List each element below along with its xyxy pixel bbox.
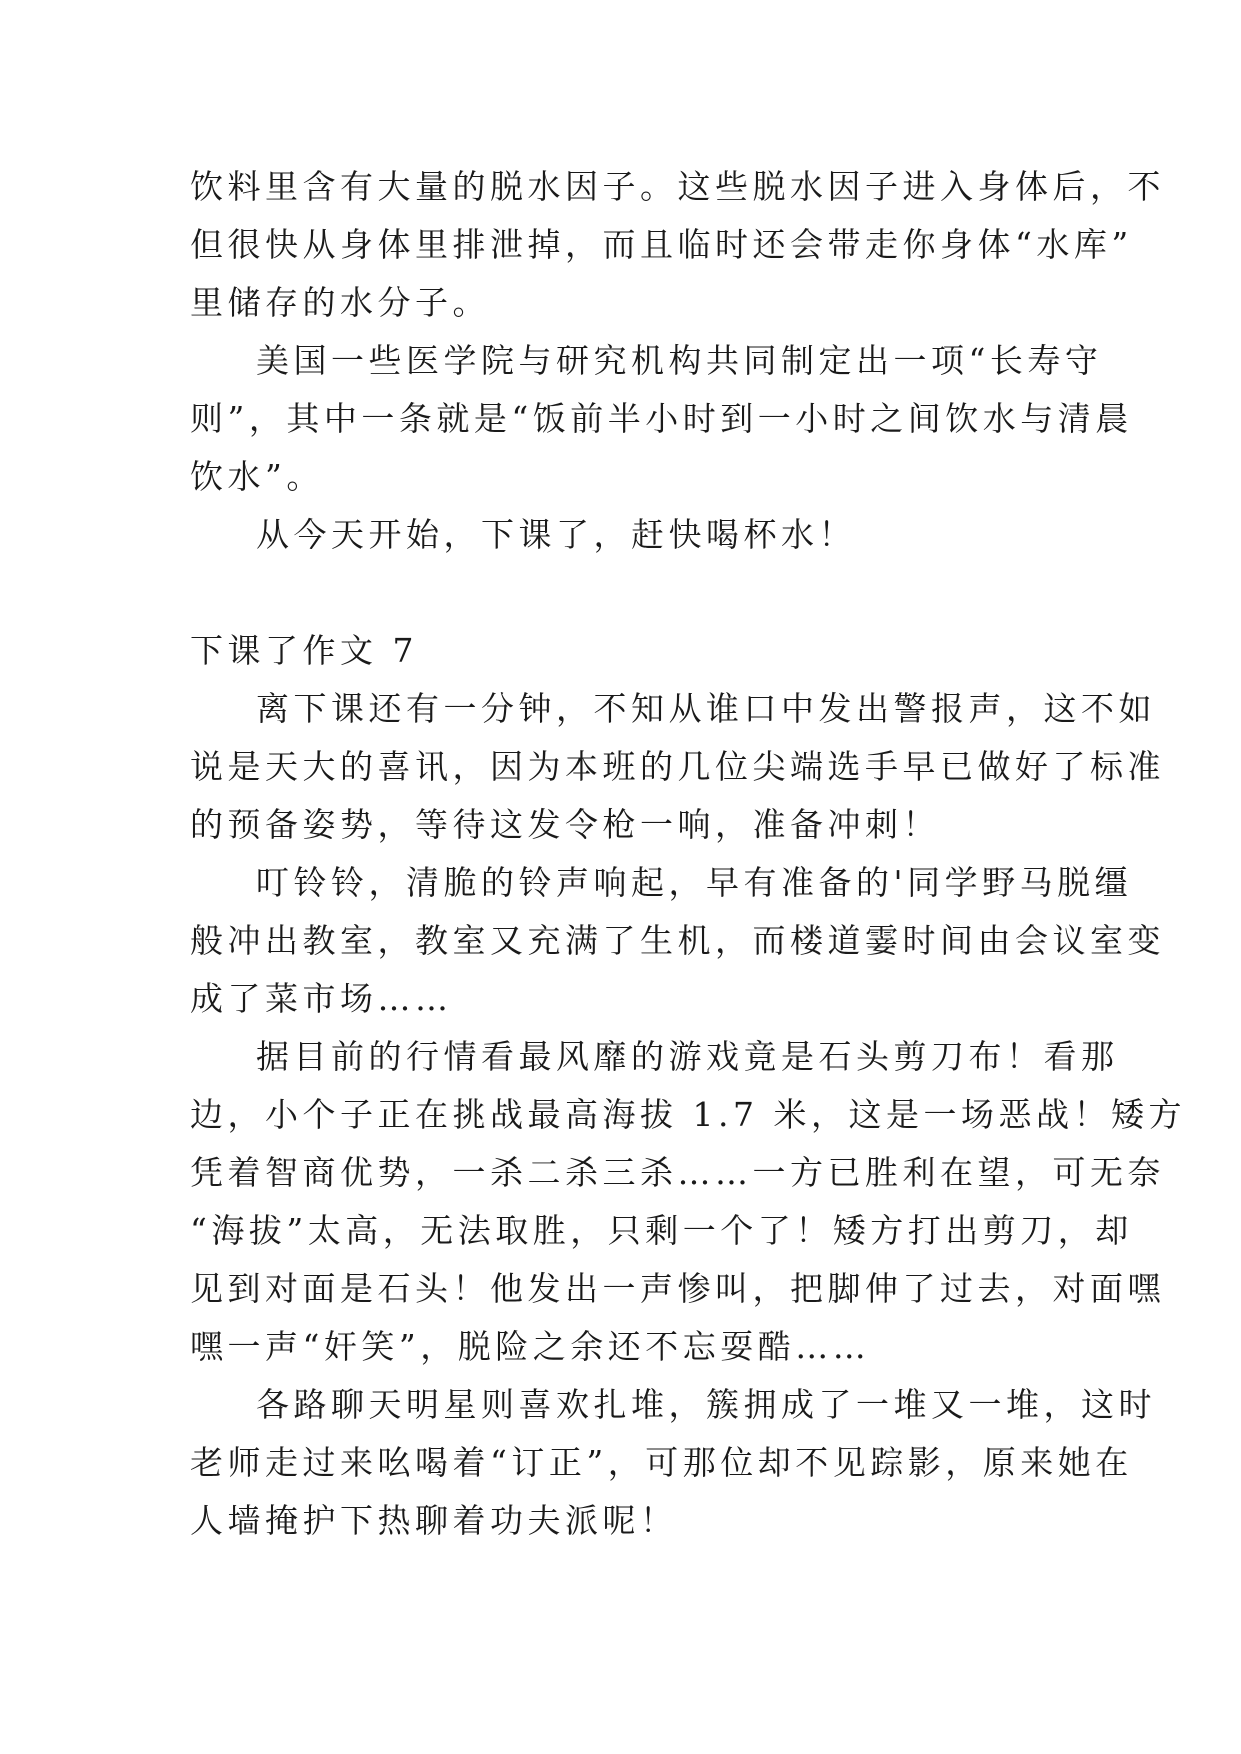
- paragraph-line: 凭着智商优势，一杀二杀三杀……一方已胜利在望，可无奈: [190, 1153, 1165, 1192]
- section-title: 下课了作文 7: [190, 631, 418, 670]
- paragraph-line: 叮铃铃，清脆的铃声响起，早有准备的'同学野马脱缰: [256, 863, 1133, 902]
- paragraph-line: 嘿一声“奸笑”，脱险之余还不忘耍酷……: [190, 1327, 871, 1366]
- paragraph-line: 般冲出教室，教室又充满了生机，而楼道霎时间由会议室变: [190, 921, 1165, 960]
- paragraph-line: 美国一些医学院与研究机构共同制定出一项“长寿守: [256, 341, 1103, 380]
- paragraph-line: 饮料里含有大量的脱水因子。这些脱水因子进入身体后，不: [190, 167, 1165, 206]
- paragraph-line: 各路聊天明星则喜欢扎堆，簇拥成了一堆又一堆，这时: [256, 1385, 1156, 1424]
- paragraph-line: 的预备姿势，等待这发令枪一响，准备冲刺！: [190, 805, 940, 844]
- paragraph-line: 人墙掩护下热聊着功夫派呢！: [190, 1501, 678, 1540]
- paragraph-line: 说是天大的喜讯，因为本班的几位尖端选手早已做好了标准: [190, 747, 1165, 786]
- paragraph-5: [190, 854, 1165, 1028]
- paragraph-2: [190, 332, 1133, 506]
- paragraph-line: 则”，其中一条就是“饭前半小时到一小时之间饮水与清晨: [190, 399, 1133, 438]
- paragraph-line: 里储存的水分子。: [190, 283, 490, 322]
- paragraph-line: 离下课还有一分钟，不知从谁口中发出警报声，这不如: [256, 689, 1156, 728]
- paragraph-line: 从今天开始，下课了，赶快喝杯水！: [256, 515, 856, 554]
- paragraph-line: 见到对面是石头！他发出一声惨叫，把脚伸了过去，对面嘿: [190, 1269, 1165, 1308]
- paragraph-1: [190, 158, 1165, 332]
- paragraph-line: 饮水”。: [190, 457, 324, 496]
- section-spacer: [190, 564, 1055, 622]
- paragraph-3: [190, 506, 1055, 564]
- paragraph-line: 老师走过来吆喝着“订正”，可那位却不见踪影，原来她在: [190, 1443, 1133, 1482]
- document-page: [190, 158, 1186, 1550]
- paragraph-6: [190, 1028, 1186, 1376]
- paragraph-line: “海拔”太高，无法取胜，只剩一个了！矮方打出剪刀，却: [190, 1211, 1133, 1250]
- paragraph-line: 但很快从身体里排泄掉，而且临时还会带走你身体“水库”: [190, 225, 1133, 264]
- paragraph-line: 成了菜市场……: [190, 979, 453, 1018]
- paragraph-line: 据目前的行情看最风靡的游戏竟是石头剪刀布！看那: [256, 1037, 1119, 1076]
- paragraph-line: 边，小个子正在挑战最高海拔 1.7 米，这是一场恶战！矮方: [190, 1095, 1186, 1134]
- paragraph-7: [190, 1376, 1156, 1550]
- paragraph-4: [190, 680, 1165, 854]
